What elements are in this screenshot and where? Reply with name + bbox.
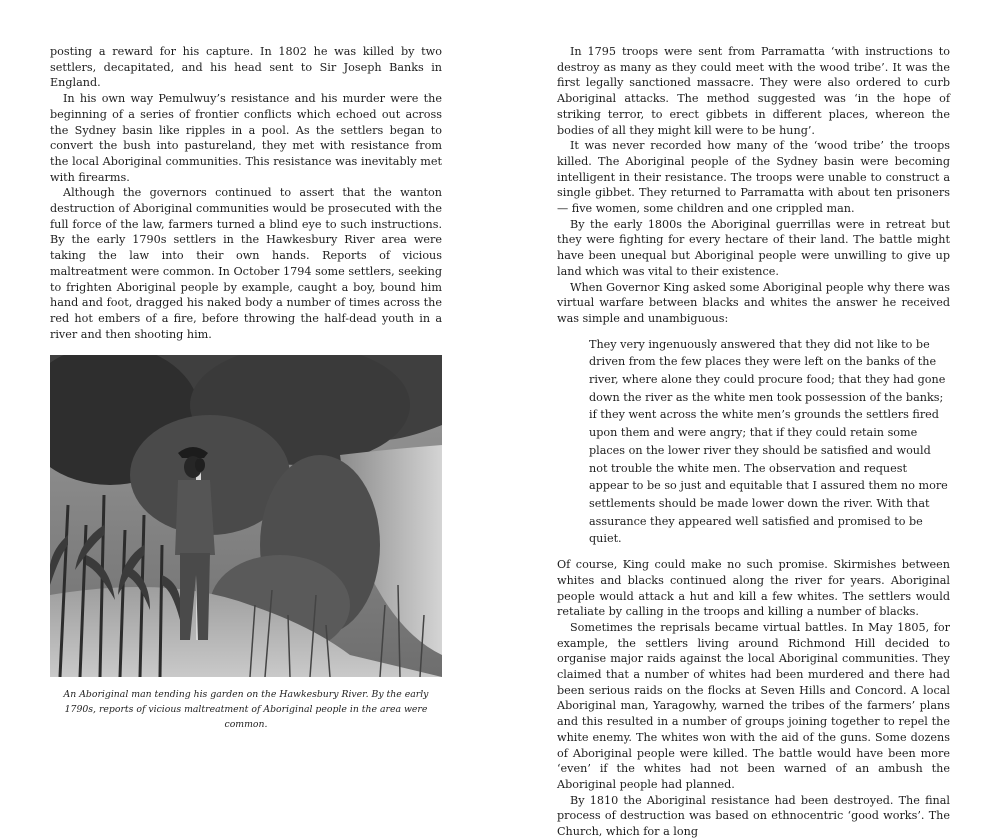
paragraph: By the early 1800s the Aboriginal guerrillas were in retreat but they were fighting for every hectare of their land. The battle might have been unequal but Aboriginal people were unwilling to give up land which was vital to their existence.: [557, 217, 950, 278]
paragraph: It was never recorded how many of the ‘wood tribe’ the troops killed. The Aboriginal people of the Sydney basin were becoming intelligent in their resistance. The troops were unable to construct a single gibbet. They returned to Parramatta with about ten prisoners — five women, some children and one crippled man.: [557, 139, 950, 216]
paragraph: In 1795 troops were sent from Parramatta ‘with instructions to destroy as many as they could meet with the wood tribe’. It was the first legally sanctioned massacre. They were also ordered to curb Aboriginal attacks. The method suggested was ‘in the hope of striking terror, to erect gibbets in different places, whereon the bodies of all they might kill were to be hung’.: [557, 45, 950, 137]
paragraph: When Governor King asked some Aboriginal people why there was virtual warfare between blacks and whites the answer he received was simple and unambiguous:: [557, 280, 950, 325]
paragraph: Sometimes the reprisals became virtual battles. In May 1805, for example, the settlers living around Richmond Hill decided to organise major raids against the local Aboriginal communities. They claimed that a number of whites had been murdered and there had been serious raids on the flocks at Seven Hills and Concord. A local Aboriginal man, Yaragowhy, warned the tribes of the farmers’ plans and this resulted in a number of groups joining together to repel the white enemy. The whites won with the aid of the guns. Some dozens of Aboriginal people were killed. The battle would have been more ‘even’ if the whites had not been warned of an ambush the Aboriginal people had planned.: [557, 620, 950, 791]
paragraph: posting a reward for his capture. In 1802 he was killed by two settlers, decapitated, and his head sent to Sir Joseph Banks in England.: [50, 45, 442, 90]
paragraph: Although the governors continued to assert that the wanton destruction of Aboriginal communities would be prosecuted with the full force of the law, farmers turned a blind eye to such instructions. By the early 1790s settlers in the Hawkesbury River area were taking the law into their own hands. Reports of vicious maltreatment were common. In October 1794 some settlers, seeking to frighten Aboriginal people by example, caught a boy, bound him hand and foot, dragged his naked body a number of times across the red hot embers of a fire, before throwing the half-dead youth in a river and then shooting him.: [50, 186, 442, 341]
paragraph: By 1810 the Aboriginal resistance had been destroyed. The final process of destruction was based on ethnocentric ‘good works’. The Church, which for a long: [557, 793, 950, 839]
right-page: [557, 44, 950, 840]
left-page: [50, 44, 442, 732]
photo-caption: An Aboriginal man tending his garden on the Hawkesbury River. By the early 1790s, reports of vicious maltreatment of Aboriginal people in the area were common.: [63, 689, 429, 731]
historical-photograph: [50, 355, 442, 677]
paragraph: In his own way Pemulwuy’s resistance and his murder were the beginning of a series of frontier conflicts which echoed out across the Sydney basin like ripples in a pool. As the settlers began to convert the bush into pastureland, they met with resistance from the local Aboriginal communities. This resistance was inevitably met with firearms.: [50, 92, 442, 184]
block-quote: They very ingenuously answered that they did not like to be driven from the few places they were left on the banks of the river, where alone they could procure food; that they had gone down the river as the white men took possession of the banks; if they went across the white men’s grounds the settlers fired upon them and were angry; that if they could retain some places on the lower river they should be satisfied and would not trouble the white men. The observation and request appear to be so just and equitable that I assured them no more settlements should be made lower down the river. With that assurance they appeared well satisfied and promised to be quiet.: [589, 337, 948, 546]
paragraph: Of course, King could make no such promise. Skirmishes between whites and blacks continued along the river for years. Aboriginal people would attack a hut and kill a few whites. The settlers would retaliate by calling in the troops and killing a number of blacks.: [557, 558, 950, 619]
